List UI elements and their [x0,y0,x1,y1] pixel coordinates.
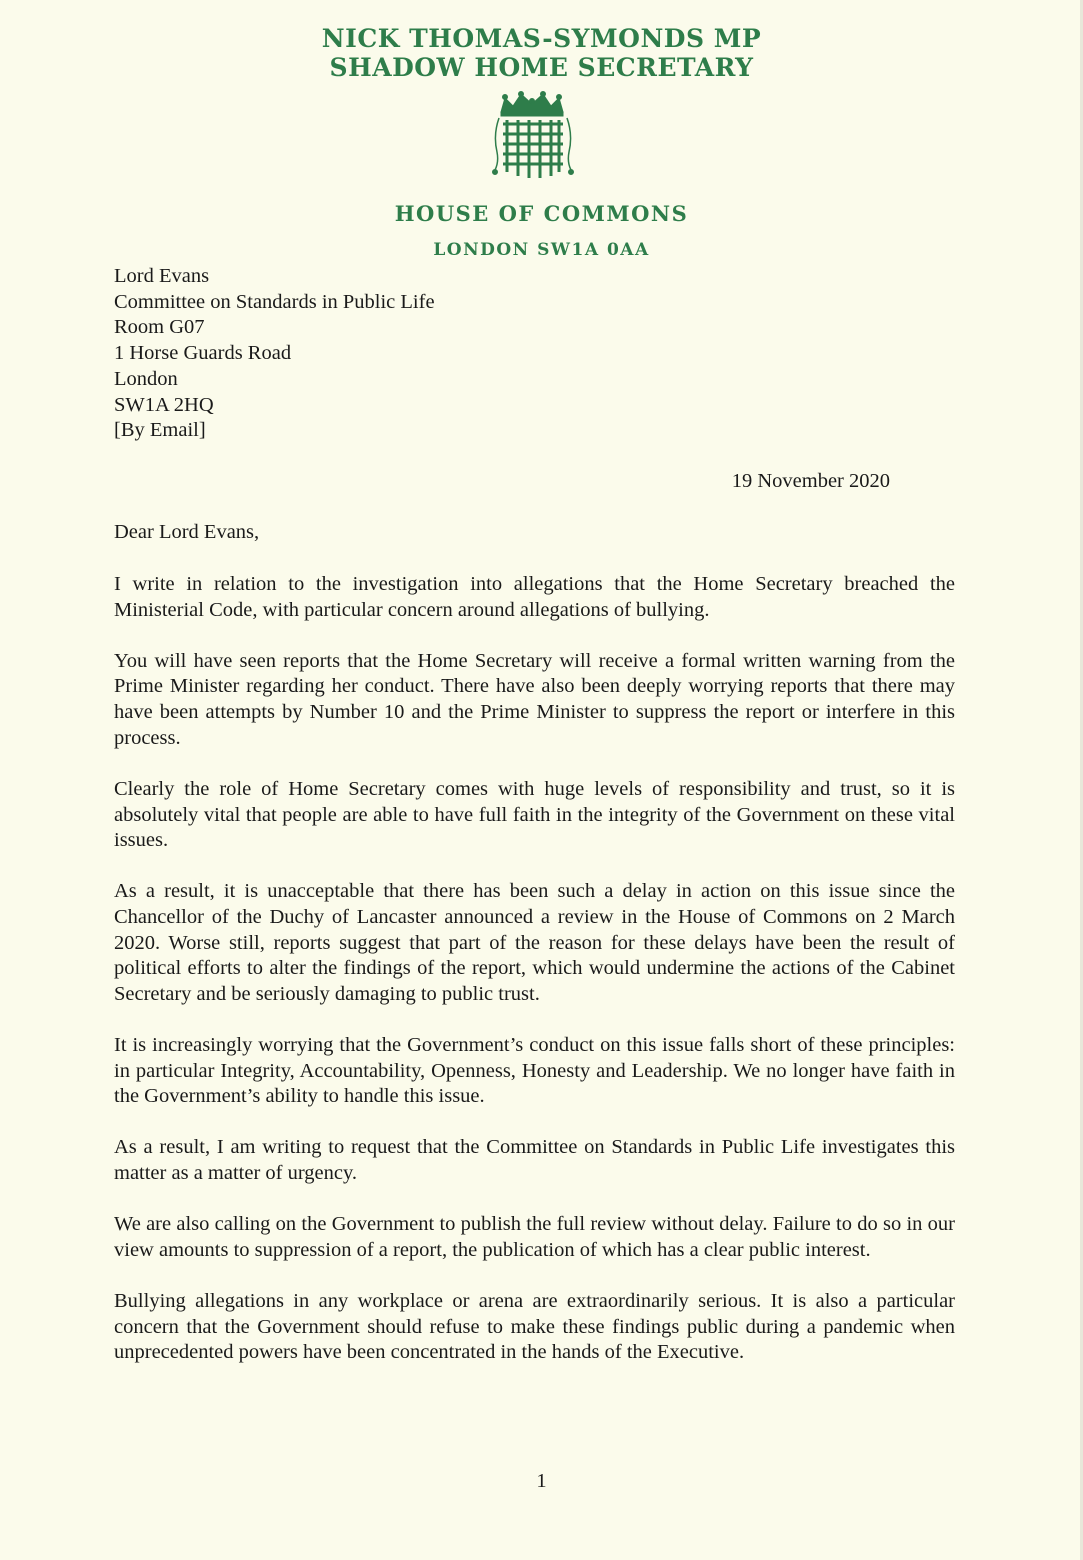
recipient-line: Lord Evans [114,265,210,287]
letterhead-address: LONDON SW1A 0AA [433,240,650,260]
letter-date: 19 November 2020 [731,470,890,492]
body-paragraph: As a result, I am writing to request that the Committee on Standards in Public Life investigates this matter as a matter of urgency. [114,1136,955,1185]
recipient-address [114,264,714,444]
letter-body [114,572,955,1391]
salutation: Dear Lord Evans, [114,521,260,543]
body-paragraph: We are also calling on the Government to publish the full review without delay. Failure to do so in our view amounts to suppression of a report, the publication of which has a clear public interest. [114,1213,955,1261]
recipient-line: SW1A 2HQ [114,393,214,416]
body-paragraph: Clearly the role of Home Secretary comes with huge levels of responsibility and trust, so it is absolutely vital that people are able to have full faith in the integrity of the Government on these vital issues. [114,777,955,852]
body-paragraph: As a result, it is unacceptable that there has been such a delay in action on this issue since the Chancellor of the Duchy of Lancaster announced a review in the House of Commons on 2 March 2020. Worse still, reports suggest that part of the reason for these delays have been the result of political efforts to alter the findings of the report, which would undermine the actions of the Cabinet Secretary and be seriously damaging to public trust. [114,880,955,1006]
recipient-line: London [114,367,178,390]
page-number: 1 [536,1470,547,1492]
letterhead-title: SHADOW HOME SECRETARY [329,53,754,82]
recipient-line: Committee on Standards in Public Life [114,290,435,313]
body-paragraph: You will have seen reports that the Home Secretary will receive a formal written warning from the Prime Minister regarding her conduct. There have also been deeply worrying reports that there may have been attempts by Number 10 and the Prime Minister to suppress the report or interfere in this process. [114,649,955,749]
body-paragraph: It is increasingly worrying that the Government’s conduct on this issue falls short of these principles: in particular Integrity, Accountability, Openness, Honesty and Leadership. We no longer have faith in the Government’s ability to handle this issue. [114,1034,955,1108]
letterhead-name: NICK THOMAS-SYMONDS MP [321,24,762,53]
portcullis-icon [487,90,577,185]
letterhead-house: HOUSE OF COMMONS [394,201,689,226]
body-paragraph: I write in relation to the investigation into allegations that the Home Secretary breached the Ministerial Code, with particular concern around allegations of bullying. [114,573,955,621]
body-paragraph: Bullying allegations in any workplace or arena are extraordinarily serious. It is also a particular concern that the Government should refuse to make these findings public during a pandemic when unprecedented powers have been concentrated in the hands of the Executive. [114,1289,955,1364]
recipient-line: Room G07 [114,316,205,339]
recipient-line: 1 Horse Guards Road [114,342,292,365]
recipient-line: [By Email] [114,419,206,442]
